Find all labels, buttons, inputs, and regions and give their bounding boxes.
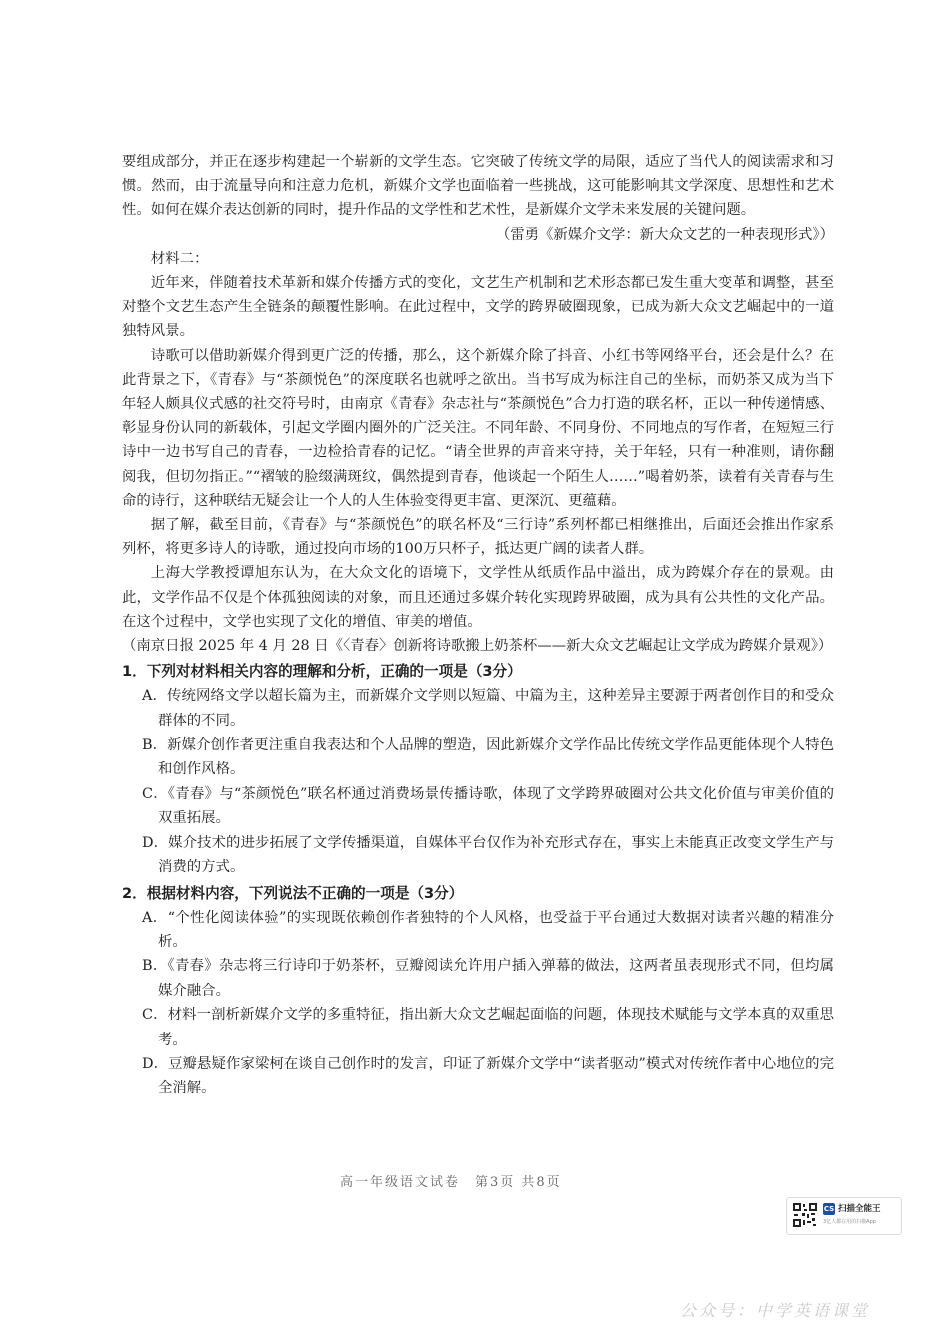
question-2-option-b: B．《青春》杂志将三行诗印于奶茶杯，豆瓣阅读允许用户插入弹幕的做法，这两者虽表现形式不同，但均属媒介融合。 xyxy=(142,958,834,999)
watermark: 公众号：中学英语课堂 xyxy=(680,1301,871,1320)
exam-page xyxy=(122,150,834,1101)
scanner-logo-icon: CS xyxy=(823,1205,835,1213)
material1-source: （雷勇《新媒介文学：新大众文艺的一种表现形式》） xyxy=(495,226,834,243)
question-1-stem: 1．下列对材料相关内容的理解和分析，正确的一项是（3分） xyxy=(122,663,522,681)
qr-code-icon xyxy=(792,1202,818,1228)
question-1-option-a: A．传统网络文学以超长篇为主，而新媒介文学则以短篇、中篇为主，这种差异主要源于两者创作目的和受众群体的不同。 xyxy=(142,688,834,729)
scanner-subtitle: 3亿人都在用的扫描App xyxy=(823,1219,876,1225)
question-2-stem: 2．根据材料内容，下列说法不正确的一项是（3分） xyxy=(122,884,464,902)
material2-paragraph: 上海大学教授谭旭东认为，在大众文化的语境下，文学性从纸质作品中溢出，成为跨媒介存在的景观。由此，文学作品不仅是个体孤独阅读的对象，而且还通过多媒介转化实现跨界破圈，成为具有公共性的文化产品。在这个过程中，文学也实现了文化的增值、审美的增值。 xyxy=(122,565,834,630)
question-1-option-d: D．媒介技术的进步拓展了文学传播渠道，自媒体平台仅作为补充形式存在，事实上未能真正改变文学生产与消费的方式。 xyxy=(142,834,834,876)
material2-paragraph: 据了解，截至目前，《青春》与“茶颜悦色”的联名杯及“三行诗”系列杯都已相继推出，后面还会推出作家系列杯，将更多诗人的诗歌，通过投向市场的100万只杯子，抵达更广阔的读者人群。 xyxy=(122,517,834,558)
material2-paragraph: 诗歌可以借助新媒介得到更广泛的传播，那么，这个新媒介除了抖音、小红书等网络平台，还会是什么？在此背景之下，《青春》与“茶颜悦色”的深度联名也就呼之欲出。当书写成为标注自己的坐标，而奶茶又成为当下年轻人颇具仪式感的社交符号时，由南京《青春》杂志社与“茶颜悦色”合力打造的联名杯，正以一种传递情感、彰显身份认同的新载体，引起文学圈内圈外的广泛关注。不同年龄、不同身份、不同地点的写作者，在短短三行诗中一边书写自己的青春，一边检拾青春的记忆。“请全世界的声音来守持，关于年轻，只有一种准则，请你翻阅我，但切勿指正。”“褶皱的脸缀满斑纹，偶然提到青春，他谈起一个陌生人……”喝着奶茶，读着有关青春与生命的诗行，这种联结无疑会让一个人的人生体验变得更丰富、更深沉、更蕴藉。 xyxy=(122,347,834,509)
scanner-name: 扫描全能王 xyxy=(838,1204,881,1214)
scanner-badge xyxy=(786,1197,902,1235)
question-1-option-c: C．《青春》与“茶颜悦色”联名杯通过消费场景传播诗歌，体现了文学跨界破圈对公共文化价值与审美价值的双重拓展。 xyxy=(142,785,834,827)
question-1-option-b: B．新媒介创作者更注重自我表达和个人品牌的塑造，因此新媒介文学作品比传统文学作品更能体现个人特色和创作风格。 xyxy=(142,737,834,778)
question-2-option-c: C．材料一剖析新媒介文学的多重特征，指出新大众文艺崛起面临的问题，体现技术赋能与文学本真的双重思考。 xyxy=(142,1007,834,1048)
question-2-option-a: A．“个性化阅读体验”的实现既依赖创作者独特的个人风格，也受益于平台通过大数据对读者兴趣的精准分析。 xyxy=(142,909,834,950)
page-footer: 高一年级语文试卷 第3页 共8页 xyxy=(340,1175,562,1190)
question-2-option-d: D．豆瓣悬疑作家梁柯在谈自己创作时的发言，印证了新媒介文学中“读者驱动”模式对传统作者中心地位的完全消解。 xyxy=(142,1055,834,1097)
material2-paragraph: 近年来，伴随着技术革新和媒介传播方式的变化，文艺生产机制和艺术形态都已发生重大变革和调整，甚至对整个文艺生态产生全链条的颠覆性影响。在此过程中，文学的跨界破圈现象，已成为新大众文艺崛起中的一道独特风景。 xyxy=(122,275,834,340)
material1-tail-text: 要组成部分，并正在逐步构建起一个崭新的文学生态。它突破了传统文学的局限，适应了当代人的阅读需求和习惯。然而，由于流量导向和注意力危机，新媒介文学也面临着一些挑战，这可能影响其文学深度、思想性和艺术性。如何在媒介表达创新的同时，提升作品的文学性和艺术性，是新媒介文学未来发展的关键问题。 xyxy=(122,154,834,219)
material2-heading: 材料二： xyxy=(150,250,209,267)
material2-source: （南京日报 2025 年 4 月 28 日《〈青春〉创新将诗歌搬上奶茶杯——新大众文艺崛起让文学成为跨媒介景观》） xyxy=(122,638,833,655)
